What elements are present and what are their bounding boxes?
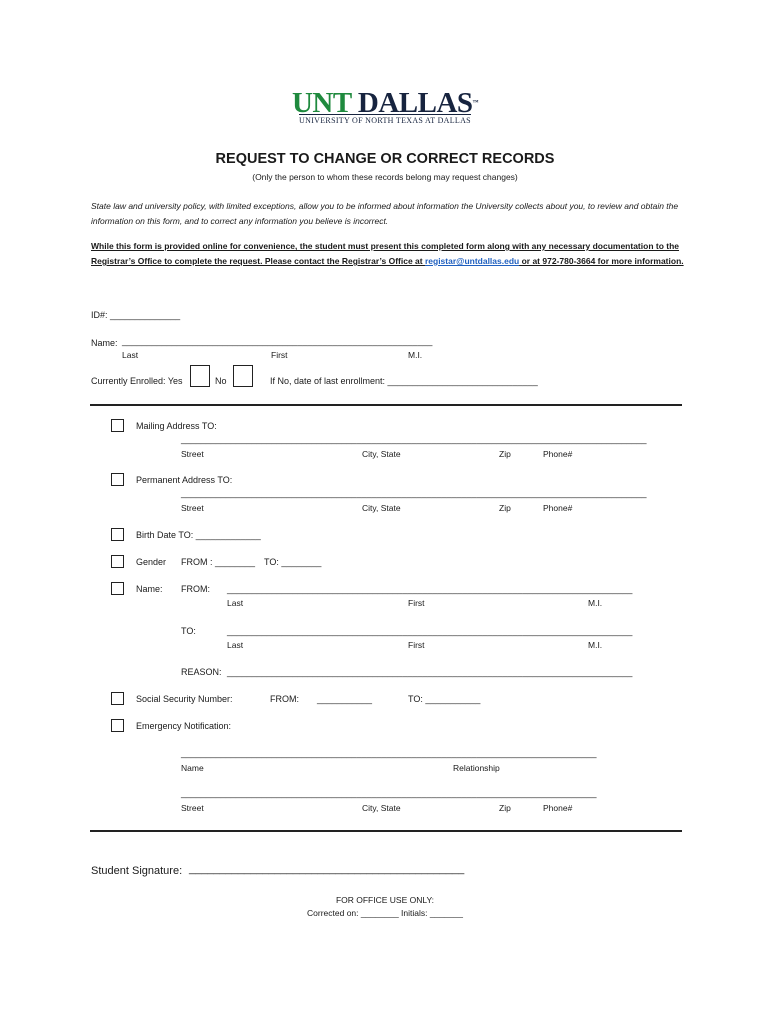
office-use-heading: FOR OFFICE USE ONLY: [335,895,435,905]
ssn-checkbox[interactable] [111,692,124,705]
ssn-from-field[interactable]: ___________ [317,694,373,704]
mailing-phone-caption: Phone# [543,449,573,459]
logo-subtitle: UNIVERSITY OF NORTH TEXAS AT DALLAS [299,116,471,125]
name-first-caption: First [271,350,288,360]
birth-date-field[interactable]: Birth Date TO: _____________ [136,530,261,540]
logo [0,88,770,125]
name-from-first-caption: First [408,598,425,608]
instructions-paragraph [91,239,685,269]
name-change-checkbox[interactable] [111,582,124,595]
ssn-from-label: FROM: [270,694,299,704]
permanent-street-caption: Street [181,503,204,513]
mailing-address-checkbox[interactable] [111,419,124,432]
logo-dallas: DALLAS [357,87,473,119]
policy-paragraph: State law and university policy, with limited exceptions, allow you to be informed about information the University collects about you, to review and obtain the information on this form, and to correct any information you believe is incorrect. [91,201,679,226]
mailing-address-label: Mailing Address TO: [136,421,217,431]
registrar-email-link[interactable]: registar@untdallas.edu [424,256,520,266]
last-enrollment-field[interactable]: If No, date of last enrollment: ______________________________ [270,376,538,386]
name-change-label: Name: [136,584,163,594]
name-to-field[interactable]: _________________________________________________________________________________ [227,626,633,636]
mailing-street-caption: Street [181,449,204,459]
emergency-city-caption: City, State [362,803,401,813]
ssn-label: Social Security Number: [136,694,233,704]
page-title: REQUEST TO CHANGE OR CORRECT RECORDS [215,151,555,167]
emergency-address-field[interactable]: ___________________________________________________________________________________ [181,788,597,798]
instructions-contact: or at 972-780-3664 for more information. [519,256,684,266]
name-field[interactable]: ______________________________________________________________ [122,336,433,346]
emergency-checkbox[interactable] [111,719,124,732]
reason-label: REASON: [181,667,222,677]
permanent-phone-caption: Phone# [543,503,573,513]
section-divider-bottom [90,830,682,832]
name-label: Name: [91,338,118,348]
gender-from-field[interactable]: FROM : ________ [181,557,256,567]
name-to-last-caption: Last [227,640,244,650]
signature-label: Student Signature: [91,865,183,877]
gender-label: Gender [136,557,167,567]
emergency-phone-caption: Phone# [543,803,573,813]
gender-checkbox[interactable] [111,555,124,568]
name-mi-caption: M.I. [408,350,423,360]
emergency-zip-caption: Zip [499,803,511,813]
emergency-street-caption: Street [181,803,204,813]
emergency-label: Emergency Notification: [136,721,232,731]
permanent-address-field[interactable]: _____________________________________________________________________________________________ [181,488,647,498]
logo-trademark: ™ [472,100,479,106]
name-to-label: TO: [181,626,196,636]
logo-unt: UNT [291,87,352,119]
enrolled-yes-checkbox[interactable] [190,365,210,387]
page-subtitle: (Only the person to whom these records belong may request changes) [252,172,518,182]
permanent-address-checkbox[interactable] [111,473,124,486]
name-to-first-caption: First [408,640,425,650]
mailing-city-caption: City, State [362,449,401,459]
name-to-mi-caption: M.I. [588,640,603,650]
permanent-address-label: Permanent Address TO: [136,475,233,485]
name-from-label: FROM: [181,584,210,594]
birth-date-checkbox[interactable] [111,528,124,541]
signature-field[interactable]: _____________________________________________ [189,863,465,875]
enrolled-no-label: No [215,376,227,386]
emergency-name-field[interactable]: ___________________________________________________________________________________ [181,748,597,758]
name-from-field[interactable]: _________________________________________________________________________________ [227,584,633,594]
reason-field[interactable]: _________________________________________________________________________________ [227,667,633,677]
name-last-caption: Last [122,350,139,360]
instructions-text: While this form is provided online for convenience, the student must present this completed form along with any necessary documentation to the Registrar’s Office to complete the request. Please contact the Registrar’s Office at [91,241,680,266]
mailing-address-field[interactable]: _____________________________________________________________________________________________ [181,434,647,444]
permanent-city-caption: City, State [362,503,401,513]
enrolled-no-checkbox[interactable] [233,365,253,387]
ssn-to-field[interactable]: TO: ___________ [408,694,481,704]
permanent-zip-caption: Zip [499,503,511,513]
name-from-mi-caption: M.I. [588,598,603,608]
office-use-fields: Corrected on: ________ Initials: _______ [307,908,463,918]
section-divider-top [90,404,682,406]
gender-to-field[interactable]: TO: ________ [264,557,322,567]
mailing-zip-caption: Zip [499,449,511,459]
id-field[interactable]: ID#: ______________ [91,310,181,320]
emergency-name-caption: Name [181,763,204,773]
enrolled-label: Currently Enrolled: Yes [91,376,183,386]
emergency-relationship-caption: Relationship [453,763,500,773]
name-from-last-caption: Last [227,598,244,608]
